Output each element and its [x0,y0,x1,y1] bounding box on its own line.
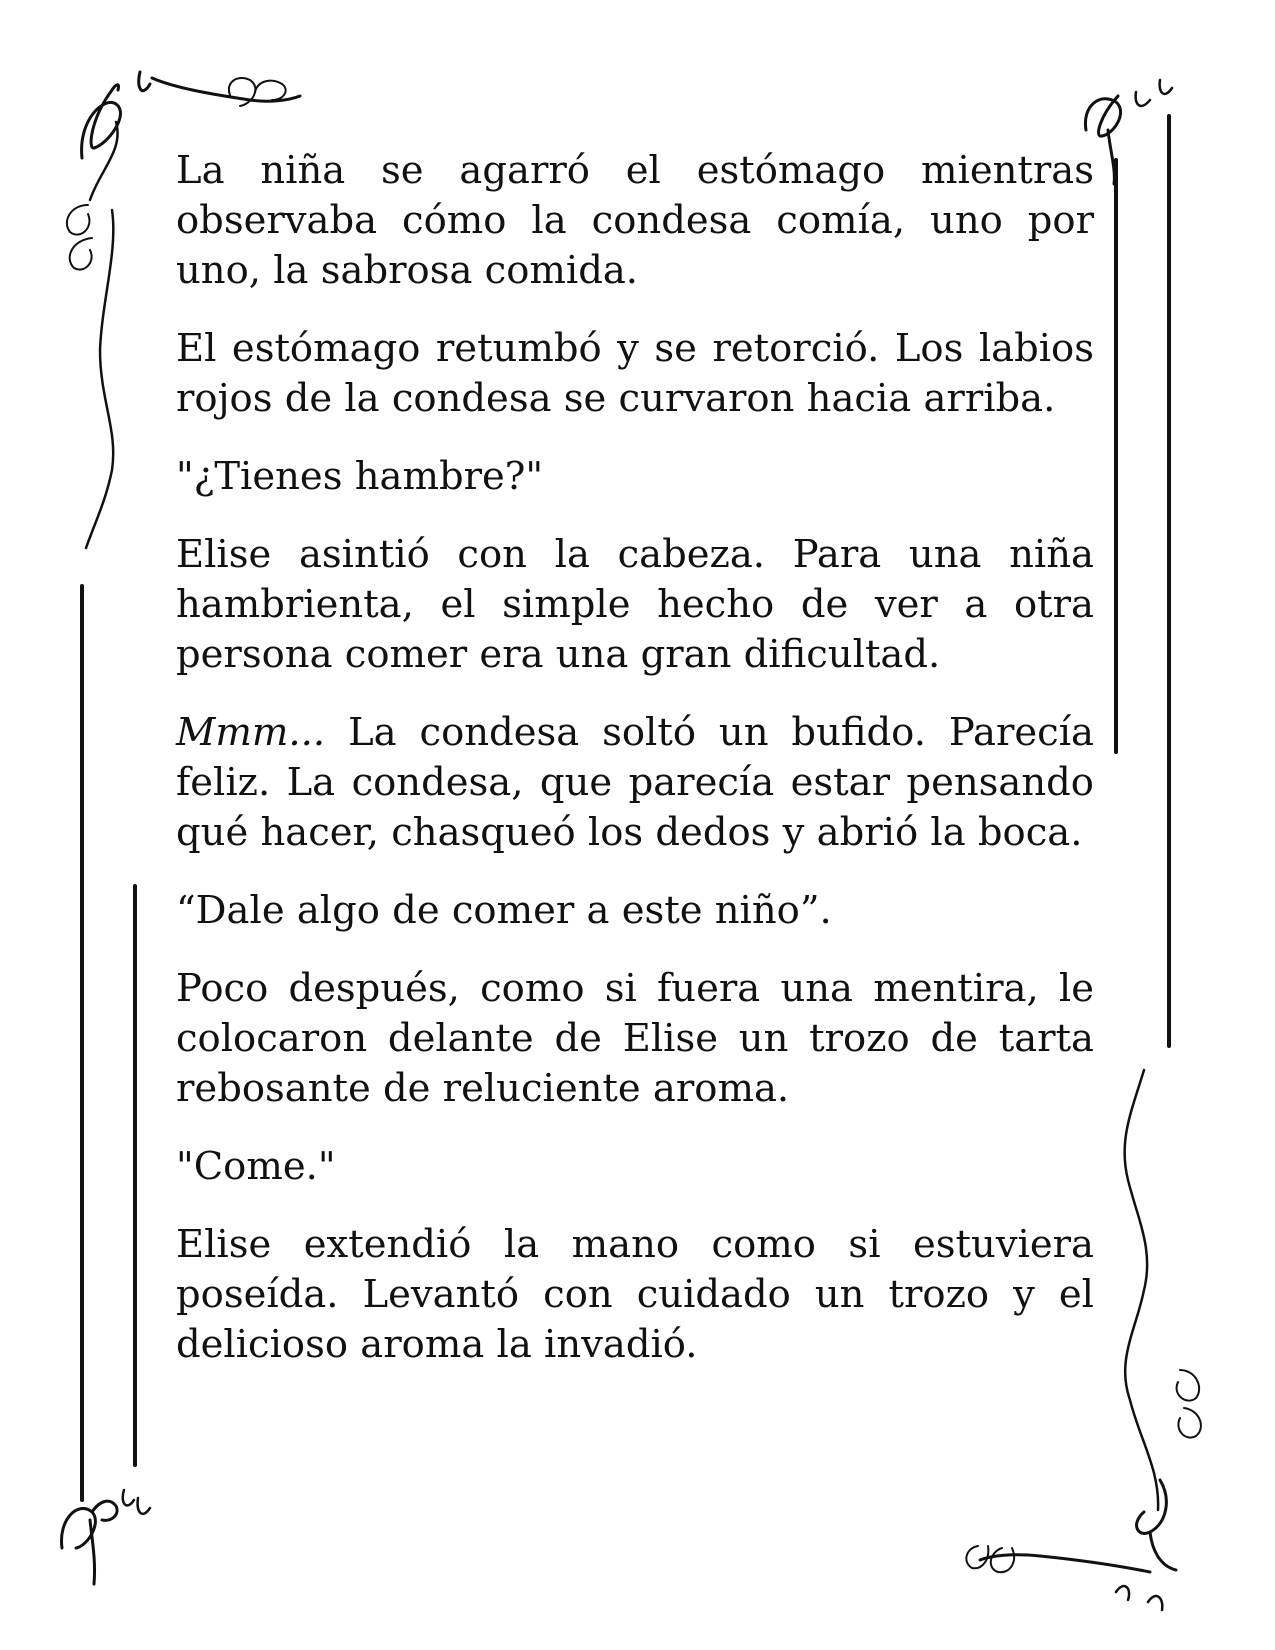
dialogue-text: “Dale algo de comer a este niño”. [176,888,832,933]
italic-interjection: Mmm... [176,710,326,755]
paragraph-text: Elise extendió la mano como si estuviera poseída. Levantó con cuidado un trozo y el delicioso aroma la invadió. [176,1222,1094,1367]
dialogue-text: "Come." [176,1144,336,1189]
paragraph-text: El estómago retumbó y se retorció. Los labios rojos de la condesa se curvaron hacia arriba. [176,326,1094,421]
story-text [176,146,1094,1398]
paragraph [176,708,1094,858]
paragraph [176,324,1094,424]
paragraph [176,1142,1094,1192]
paragraph [176,1220,1094,1370]
paragraph-text: Poco después, como si fuera una mentira, le colocaron delante de Elise un trozo de tarta rebosante de reluciente aroma. [176,966,1094,1111]
paragraph-text: Elise asintió con la cabeza. Para una niña hambrienta, el simple hecho de ver a otra persona comer era una gran dificultad. [176,532,1094,677]
paragraph-text: La niña se agarró el estómago mientras observaba cómo la condesa comía, uno por uno, la sabrosa comida. [176,148,1094,293]
dialogue-text: "¿Tienes hambre?" [176,454,544,499]
paragraph [176,452,1094,502]
bottom-left-flourish [61,1490,150,1584]
paragraph [176,964,1094,1114]
paragraph [176,886,1094,936]
top-right-flourish [1085,80,1172,184]
paragraph-text: La condesa soltó un bufido. Parecía feliz. La condesa, que parecía estar pensando qué hacer, chasqueó los dedos y abrió la boca. [176,710,1094,855]
paragraph [176,530,1094,680]
paragraph [176,146,1094,296]
